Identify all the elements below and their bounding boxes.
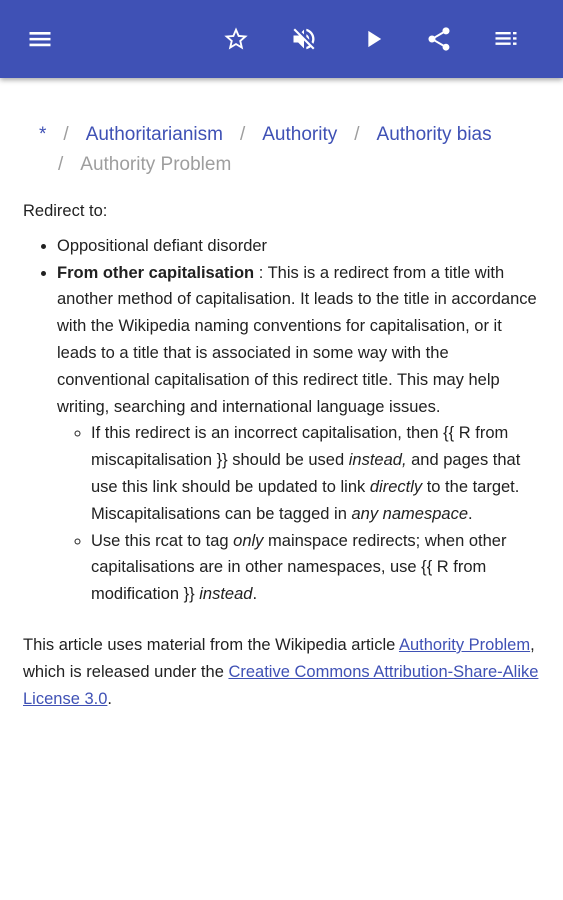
list-item — [57, 260, 543, 608]
attribution-footer — [23, 632, 543, 712]
star-icon — [222, 25, 250, 53]
list-item-title: From other capitalisation — [57, 263, 255, 282]
text-fragment-italic: instead, — [348, 451, 407, 470]
breadcrumb-root-link[interactable]: * — [39, 124, 47, 145]
text-fragment: . — [252, 585, 258, 604]
breadcrumb-link-authoritarianism[interactable]: Authoritarianism — [85, 124, 223, 145]
footer-text: This article uses material from the Wikipedia article — [23, 635, 399, 654]
playlist-icon — [492, 25, 520, 53]
list-item-text: Oppositional defiant disorder — [57, 236, 268, 255]
volume-off-icon — [290, 25, 318, 53]
footer-text: , which is released under the — [23, 635, 535, 681]
license-link[interactable]: Creative Commons Attribution-Share-Alike License 3.0 — [23, 662, 539, 708]
article-content — [23, 120, 543, 712]
text-fragment: and pages that use this link should be updated to link — [91, 451, 521, 496]
redirect-label: Redirect to: — [23, 202, 108, 220]
sub-list-item — [91, 420, 543, 527]
app-bar — [0, 0, 563, 78]
menu-icon — [26, 25, 54, 53]
text-fragment-italic: any namespace — [351, 504, 468, 523]
breadcrumb-link-authority-bias[interactable]: Authority bias — [376, 124, 492, 145]
footer-text: . — [107, 689, 112, 708]
sub-list — [57, 420, 543, 608]
text-fragment-italic: directly — [369, 477, 423, 496]
sub-list-item — [91, 528, 543, 608]
list-item-text: : This is a redirect from a title with another method of capitalisation. It leads to the title in accordance with the Wikipedia naming conventions for capitalisation, or it leads to a title that is associated in some way with the conventional capitalisation of this redirect title. This may help writing, searching and international language issues. — [57, 263, 537, 416]
menu-button[interactable] — [19, 18, 61, 60]
share-icon — [425, 25, 453, 53]
redirect-list — [23, 233, 543, 608]
bookmark-button[interactable] — [215, 18, 257, 60]
breadcrumb-current: Authority Problem — [80, 154, 232, 175]
breadcrumb-separator: / — [58, 154, 64, 175]
text-fragment: Use this rcat to tag — [91, 531, 234, 550]
table-of-contents-button[interactable] — [485, 18, 527, 60]
share-button[interactable] — [418, 18, 460, 60]
breadcrumb — [23, 120, 543, 180]
text-fragment: . — [468, 504, 473, 523]
text-fragment: to the target. Miscapitalisations can be tagged in — [91, 477, 520, 523]
breadcrumb-link-authority[interactable]: Authority — [262, 124, 338, 145]
mute-button[interactable] — [283, 18, 325, 60]
text-fragment-italic: only — [233, 531, 264, 550]
play-icon — [359, 25, 387, 53]
breadcrumb-separator: / — [239, 124, 246, 145]
text-fragment-italic: instead — [199, 585, 253, 604]
breadcrumb-separator: / — [63, 124, 69, 145]
play-button[interactable] — [352, 18, 394, 60]
list-item — [57, 233, 543, 260]
text-fragment: If this redirect is an incorrect capitalisation, then {{ R from miscapitalisation }} should be used — [91, 424, 509, 470]
text-fragment: mainspace redirects; when other capitalisations are in other namespaces, use {{ R from modification }} — [91, 531, 507, 604]
breadcrumb-separator: / — [354, 124, 360, 145]
article-source-link[interactable]: Authority Problem — [398, 635, 531, 654]
